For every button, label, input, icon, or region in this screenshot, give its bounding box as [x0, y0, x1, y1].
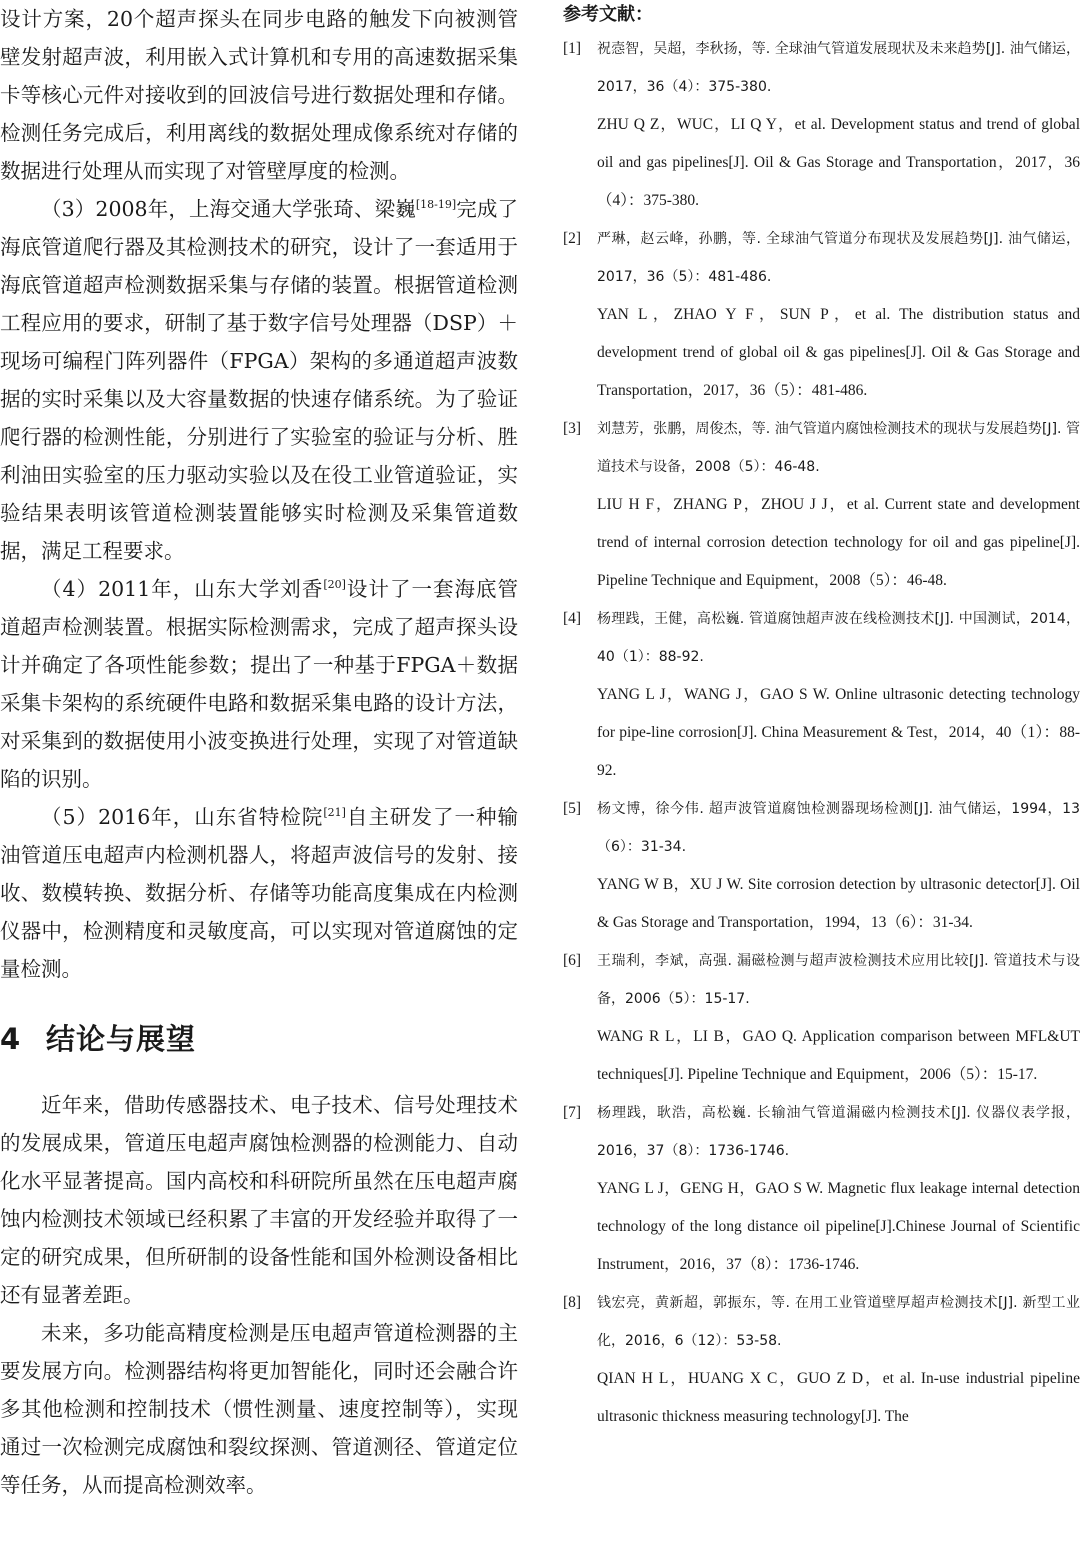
citation-marker: [20] — [323, 578, 346, 591]
reference-entry — [563, 790, 1080, 942]
reference-number: [1] — [563, 40, 582, 57]
references-heading: 参考文献： — [563, 4, 653, 25]
paragraph-text: 完成了海底管道爬行器及其检测技术的研究，设计了一套适用于海底管道超声检测数据采集与存储的装置。根据管道检测工程应用的要求，研制了基于数字信号处理器（DSP）＋现场可编程门阵列器件（FPGA）架构的多通道超声波数据的实时采集以及大容量数据的快速存储系统。为了验证爬行器的检测性能，分别进行了实验室的验证与分析、胜利油田实验室的压力驱动实验以及在役工业管道验证，实验结果表明该管道检测装置能够实时检测及采集管道数据，满足工程要求。 — [0, 197, 518, 563]
reference-number: [8] — [563, 1294, 582, 1311]
reference-chinese: 严琳，赵云峰，孙鹏，等. 全球油气管道分布现状及发展趋势[J]. 油气储运，2017，36（5）：481-486. — [597, 231, 1080, 285]
reference-chinese: 杨文博，徐今伟. 超声波管道腐蚀检测器现场检测[J]. 油气储运，1994，13（6）：31-34. — [597, 801, 1080, 855]
reference-number: [7] — [563, 1104, 582, 1121]
paragraph-text: （3）2008年，上海交通大学张琦、梁巍 — [41, 197, 416, 221]
reference-number: [6] — [563, 952, 582, 969]
body-text-column — [0, 0, 518, 1549]
reference-number: [4] — [563, 610, 582, 627]
reference-entry — [563, 600, 1080, 790]
reference-english: QIAN H L，HUANG X C，GUO Z D，et al. In-use industrial pipeline ultrasonic thickness measuring technology[J]. The — [597, 1370, 1080, 1425]
citation-marker: [21] — [323, 806, 346, 819]
reference-entry — [563, 220, 1080, 410]
reference-number: [3] — [563, 420, 582, 437]
body-paragraph — [0, 798, 518, 988]
reference-english: LIU H F，ZHANG P，ZHOU J J，et al. Current state and development trend of internal corrosion detection technology for oil and gas pipeline[J]. Pipeline Technique and Equipment，2008（5）：46-48. — [597, 496, 1080, 589]
section-number: 4 — [0, 1022, 22, 1056]
body-paragraph: 未来，多功能高精度检测是压电超声管道检测器的主要发展方向。检测器结构将更加智能化，同时还会融合许多其他检测和控制技术（惯性测量、速度控制等），实现通过一次检测完成腐蚀和裂纹探测、管道测径、管道定位等任务，从而提高检测效率。 — [0, 1321, 518, 1497]
reference-chinese: 王瑞利，李斌，高强. 漏磁检测与超声波检测技术应用比较[J]. 管道技术与设备，2006（5）：15-17. — [597, 953, 1080, 1007]
reference-entry — [563, 410, 1080, 600]
section-heading — [0, 1019, 518, 1059]
reference-number: [5] — [563, 800, 582, 817]
reference-chinese: 杨理践，王健，高松巍. 管道腐蚀超声波在线检测技术[J]. 中国测试，2014，40（1）：88-92. — [597, 611, 1080, 665]
reference-english: YANG W B，XU J W. Site corrosion detection by ultrasonic detector[J]. Oil & Gas Storage and Transportation，1994，13（6）：31-34. — [597, 876, 1080, 931]
reference-english: YANG L J，WANG J，GAO S W. Online ultrasonic detecting technology for pipe-line corrosion[J]. China Measurement & Test，2014，40（1）：88-92. — [597, 686, 1080, 779]
reference-english: ZHU Q Z，WUC，LI Q Y，et al. Development status and trend of global oil and gas pipelines[J]. Oil & Gas Storage and Transportation，2017，36（4）：375-380. — [597, 116, 1080, 209]
paragraph-text: （4）2011年，山东大学刘香 — [41, 577, 324, 601]
references-column — [563, 0, 1080, 1549]
paragraph-text: （5）2016年，山东省特检院 — [41, 805, 324, 829]
reference-chinese: 杨理践，耿浩，高松巍. 长输油气管道漏磁内检测技术[J]. 仪器仪表学报，2016，37（8）：1736-1746. — [597, 1105, 1080, 1159]
paragraph-text: 设计了一套海底管道超声检测装置。根据实际检测需求，完成了超声探头设计并确定了各项性能参数；提出了一种基于FPGA＋数据采集卡架构的系统硬件电路和数据采集电路的设计方法，对采集到的数据使用小波变换进行处理，实现了对管道缺陷的识别。 — [0, 577, 518, 791]
reference-entry — [563, 942, 1080, 1094]
reference-chinese: 钱宏亮，黄新超，郭振东，等. 在用工业管道壁厚超声检测技术[J]. 新型工业化，2016，6（12）：53-58. — [597, 1295, 1080, 1349]
body-paragraph: 设计方案，20个超声探头在同步电路的触发下向被测管壁发射超声波，利用嵌入式计算机和专用的高速数据采集卡等核心元件对接收到的回波信号进行数据处理和存储。检测任务完成后，利用离线的数据处理成像系统对存储的数据进行处理从而实现了对管壁厚度的检测。 — [0, 7, 518, 183]
reference-entry — [563, 30, 1080, 220]
reference-english: YAN L，ZHAO Y F，SUN P，et al. The distribution status and development trend of global oil & gas pipelines[J]. Oil & Gas Storage and Transportation，2017，36（5）：481-486. — [597, 306, 1080, 399]
section-title: 结论与展望 — [46, 1022, 197, 1056]
reference-number: [2] — [563, 230, 582, 247]
reference-english: YANG L J，GENG H，GAO S W. Magnetic flux leakage internal detection technology of the long distance oil pipeline[J].Chinese Journal of Scientific Instrument，2016，37（8）：1736-1746. — [597, 1180, 1080, 1273]
reference-english: WANG R L，LI B，GAO Q. Application comparison between MFL&UT techniques[J]. Pipeline Technique and Equipment，2006（5）：15-17. — [597, 1028, 1080, 1083]
body-paragraph: 近年来，借助传感器技术、电子技术、信号处理技术的发展成果，管道压电超声腐蚀检测器的检测能力、自动化水平显著提高。国内高校和科研院所虽然在压电超声腐蚀内检测技术领域已经积累了丰富的开发经验并取得了一定的研究成果，但所研制的设备性能和国外检测设备相比还有显著差距。 — [0, 1093, 518, 1307]
reference-entry — [563, 1284, 1080, 1436]
body-paragraph — [0, 570, 518, 798]
body-paragraph — [0, 190, 518, 570]
paragraph-text: 自主研发了一种输油管道压电超声内检测机器人，将超声波信号的发射、接收、数模转换、数据分析、存储等功能高度集成在内检测仪器中，检测精度和灵敏度高，可以实现对管道腐蚀的定量检测。 — [0, 805, 518, 981]
reference-chinese: 祝悫智，吴超，李秋扬，等. 全球油气管道发展现状及未来趋势[J]. 油气储运，2017，36（4）：375-380. — [597, 41, 1080, 95]
reference-chinese: 刘慧芳，张鹏，周俊杰，等. 油气管道内腐蚀检测技术的现状与发展趋势[J]. 管道技术与设备，2008（5）：46-48. — [597, 421, 1080, 475]
citation-marker: [18-19] — [415, 198, 457, 211]
reference-entry — [563, 1094, 1080, 1284]
reference-list — [563, 30, 1080, 1436]
